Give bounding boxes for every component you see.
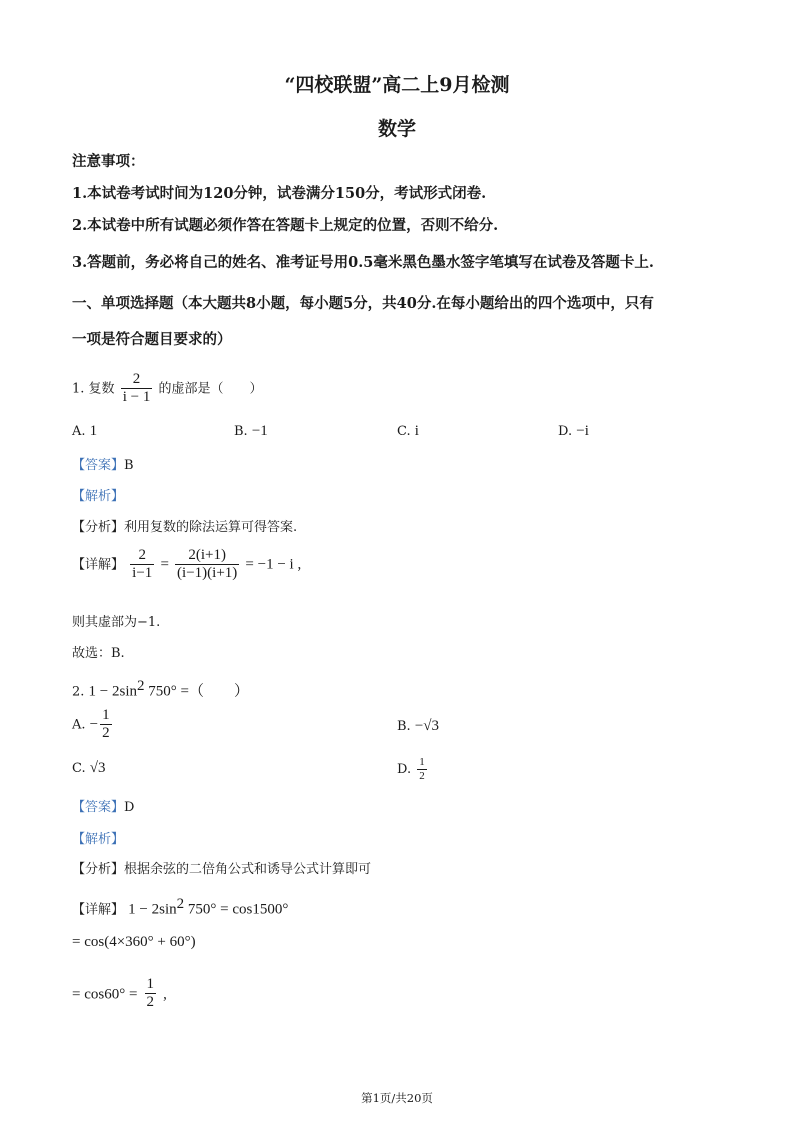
option-label: B.: [397, 719, 411, 734]
page-title: “四校联盟”高二上9月检测: [284, 74, 510, 96]
fenxi-tag: 【分析】: [72, 862, 125, 877]
option-label: D.: [397, 762, 412, 778]
subject-title: 数学: [377, 118, 416, 140]
equals-sign: =: [160, 556, 169, 573]
option-label: D.: [558, 424, 573, 439]
answer-tag: 【答案】: [72, 800, 125, 815]
minus-sign: −: [89, 716, 99, 733]
fraction-numerator: 2(i+1): [188, 547, 226, 563]
fraction-denominator: 2: [102, 724, 110, 741]
fraction: [130, 548, 154, 582]
fraction: [175, 548, 239, 582]
detail-line: [72, 548, 301, 582]
detail-expression: 1 − 2sin: [128, 901, 177, 918]
section-heading-line2: 一项是符合题目要求的）: [72, 331, 232, 348]
conclusion: 则其虚部为−1.: [72, 615, 161, 630]
fenxi-line: [72, 516, 297, 535]
detail-expression: 750° = cos1500°: [184, 901, 289, 918]
option-label: C.: [397, 424, 411, 439]
fraction-numerator: 1: [102, 707, 110, 723]
fraction: [100, 708, 112, 742]
fenxi-text: 根据余弦的二倍角公式和诱导公式计算即可: [124, 862, 372, 877]
fraction-denominator: 2: [419, 769, 425, 782]
option-c: [397, 423, 419, 440]
fraction-numerator: 1: [419, 756, 425, 768]
detail-line: [72, 896, 288, 918]
fraction-denominator: i − 1: [122, 388, 151, 405]
fraction-denominator: i−1: [132, 564, 153, 581]
option-value: −1: [251, 423, 268, 439]
answer-value: B: [124, 458, 134, 473]
option-d: [558, 423, 589, 440]
exponent: 2: [137, 678, 145, 694]
question-expression: 750° =（ ）: [144, 683, 249, 700]
section-heading-line1: 一、单项选择题（本大题共8小题，每小题5分，共40分.在每小题给出的四个选项中，只有: [72, 295, 654, 312]
notice-item-2: 2.本试卷中所有试题必须作答在答题卡上规定的位置，否则不给分.: [72, 217, 499, 234]
fraction-denominator: (i−1)(i+1): [177, 564, 238, 581]
analysis-tag: 【解析】: [72, 832, 125, 847]
option-value: −√3: [414, 718, 440, 734]
question-text: 的虚部是（ ）: [158, 381, 263, 397]
notice-item-3: 3.答题前，务必将自己的姓名、准考证号用0.5毫米黑色墨水签字笔填写在试卷及答题卡上.: [72, 254, 654, 271]
fraction-denominator: 2: [146, 993, 155, 1010]
analysis-tag: 【解析】: [72, 489, 125, 504]
fraction-numerator: 1: [146, 976, 155, 992]
fraction: [121, 372, 153, 406]
fenxi-line: [72, 858, 371, 877]
option-value: −i: [576, 423, 589, 439]
choice-line: 故选：B.: [72, 646, 125, 661]
exponent: 2: [176, 896, 185, 912]
answer-line: [72, 796, 134, 815]
question-number: 1.: [72, 381, 85, 397]
question-number: 2.: [72, 684, 85, 700]
option-label: A.: [72, 717, 86, 733]
step-expression: = cos60° =: [72, 986, 138, 1003]
question-expression: 1 − 2sin: [88, 683, 138, 700]
option-a: [72, 423, 97, 440]
option-value: √3: [89, 760, 106, 776]
option-label: C.: [72, 761, 86, 776]
option-d: [397, 757, 429, 782]
option-label: B.: [234, 424, 248, 439]
fraction-numerator: 2: [138, 547, 146, 563]
option-b: [397, 718, 439, 735]
notice-item-1: 1.本试卷考试时间为120分钟，试卷满分150分，考试形式闭卷.: [72, 185, 487, 202]
fraction-numerator: 2: [132, 371, 141, 387]
fenxi-text: 利用复数的除法运算可得答案.: [124, 520, 298, 535]
detail-tag: 【详解】: [72, 902, 125, 918]
option-c: [72, 760, 106, 777]
detail-tag: 【详解】: [72, 557, 125, 573]
option-label: A.: [72, 424, 86, 439]
notice-heading: 注意事项：: [72, 153, 145, 170]
answer-value: D: [124, 800, 135, 815]
option-value: 1: [89, 423, 98, 439]
option-b: [234, 423, 268, 440]
detail-step-3: [72, 977, 167, 1011]
option-a: [72, 708, 114, 742]
fenxi-tag: 【分析】: [72, 520, 125, 535]
fraction: [145, 977, 157, 1011]
detail-step-2: = cos(4×360° + 60°): [72, 934, 196, 950]
question-1: [72, 372, 263, 406]
page-number: 第1页/共20页: [361, 1091, 433, 1105]
answer-tag: 【答案】: [72, 458, 125, 473]
question-2: [72, 678, 249, 700]
fraction: [417, 757, 427, 782]
comma: ,: [163, 986, 167, 1003]
option-value: i: [414, 423, 419, 439]
question-text: 复数: [88, 381, 115, 397]
result-expression: = −1 − i ,: [245, 556, 302, 573]
answer-line: [72, 454, 134, 473]
